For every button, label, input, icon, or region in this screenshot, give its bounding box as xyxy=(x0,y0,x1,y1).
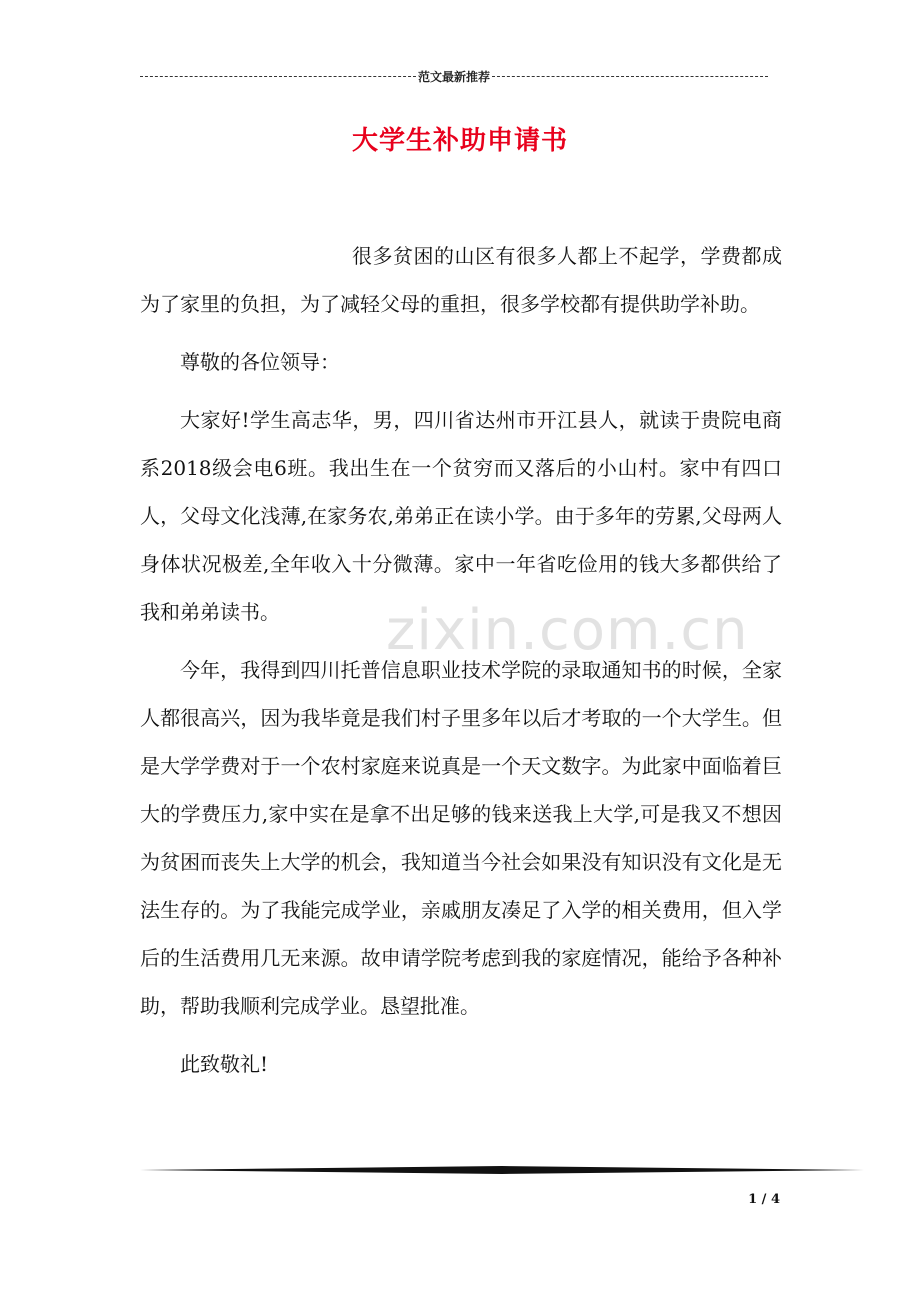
intro-paragraph: 很多贫困的山区有很多人都上不起学，学费都成为了家里的负担，为了减轻父母的重担，很多学校都有提供助学补助。 xyxy=(140,244,782,316)
page-header xyxy=(140,66,768,86)
header-dash-left xyxy=(140,76,416,77)
body-paragraph: 大家好!学生高志华，男，四川省达州市开江县人，就读于贵院电商系2018级会电6班。我出生在一个贫穷而又落后的小山村。家中有四口人，父母文化浅薄,在家务农,弟弟正在读小学。由于多年的劳累,父母两人身体状况极差,全年收入十分微薄。家中一年省吃俭用的钱大多都供给了我和弟弟读书。 xyxy=(140,408,782,624)
footer-divider xyxy=(140,1166,864,1174)
page-number: 1 / 4 xyxy=(748,1192,780,1207)
header-dash-right xyxy=(492,76,768,77)
header-label: 范文最新推荐 xyxy=(418,69,491,84)
document-body xyxy=(140,232,782,1088)
body-paragraph: 今年，我得到四川托普信息职业技术学院的录取通知书的时候，全家人都很高兴，因为我毕竟是我们村子里多年以后才考取的一个大学生。但是大学学费对于一个农村家庭来说真是一个天文数字。为此家中面临着巨大的学费压力,家中实在是拿不出足够的钱来送我上大学,可是我又不想因为贫困而丧失上大学的机会，我知道当今社会如果没有知识没有文化是无法生存的。为了我能完成学业，亲戚朋友凑足了入学的相关费用，但入学后的生活费用几无来源。故申请学院考虑到我的家庭情况，能给予各种补助，帮助我顺利完成学业。恳望批准。 xyxy=(140,658,782,1018)
salutation: 尊敬的各位领导： xyxy=(180,350,340,374)
watermark: zixin.com.cn xyxy=(386,598,749,663)
document-title: 大学生补助申请书 xyxy=(351,126,568,156)
closing: 此致敬礼! xyxy=(180,1052,269,1076)
